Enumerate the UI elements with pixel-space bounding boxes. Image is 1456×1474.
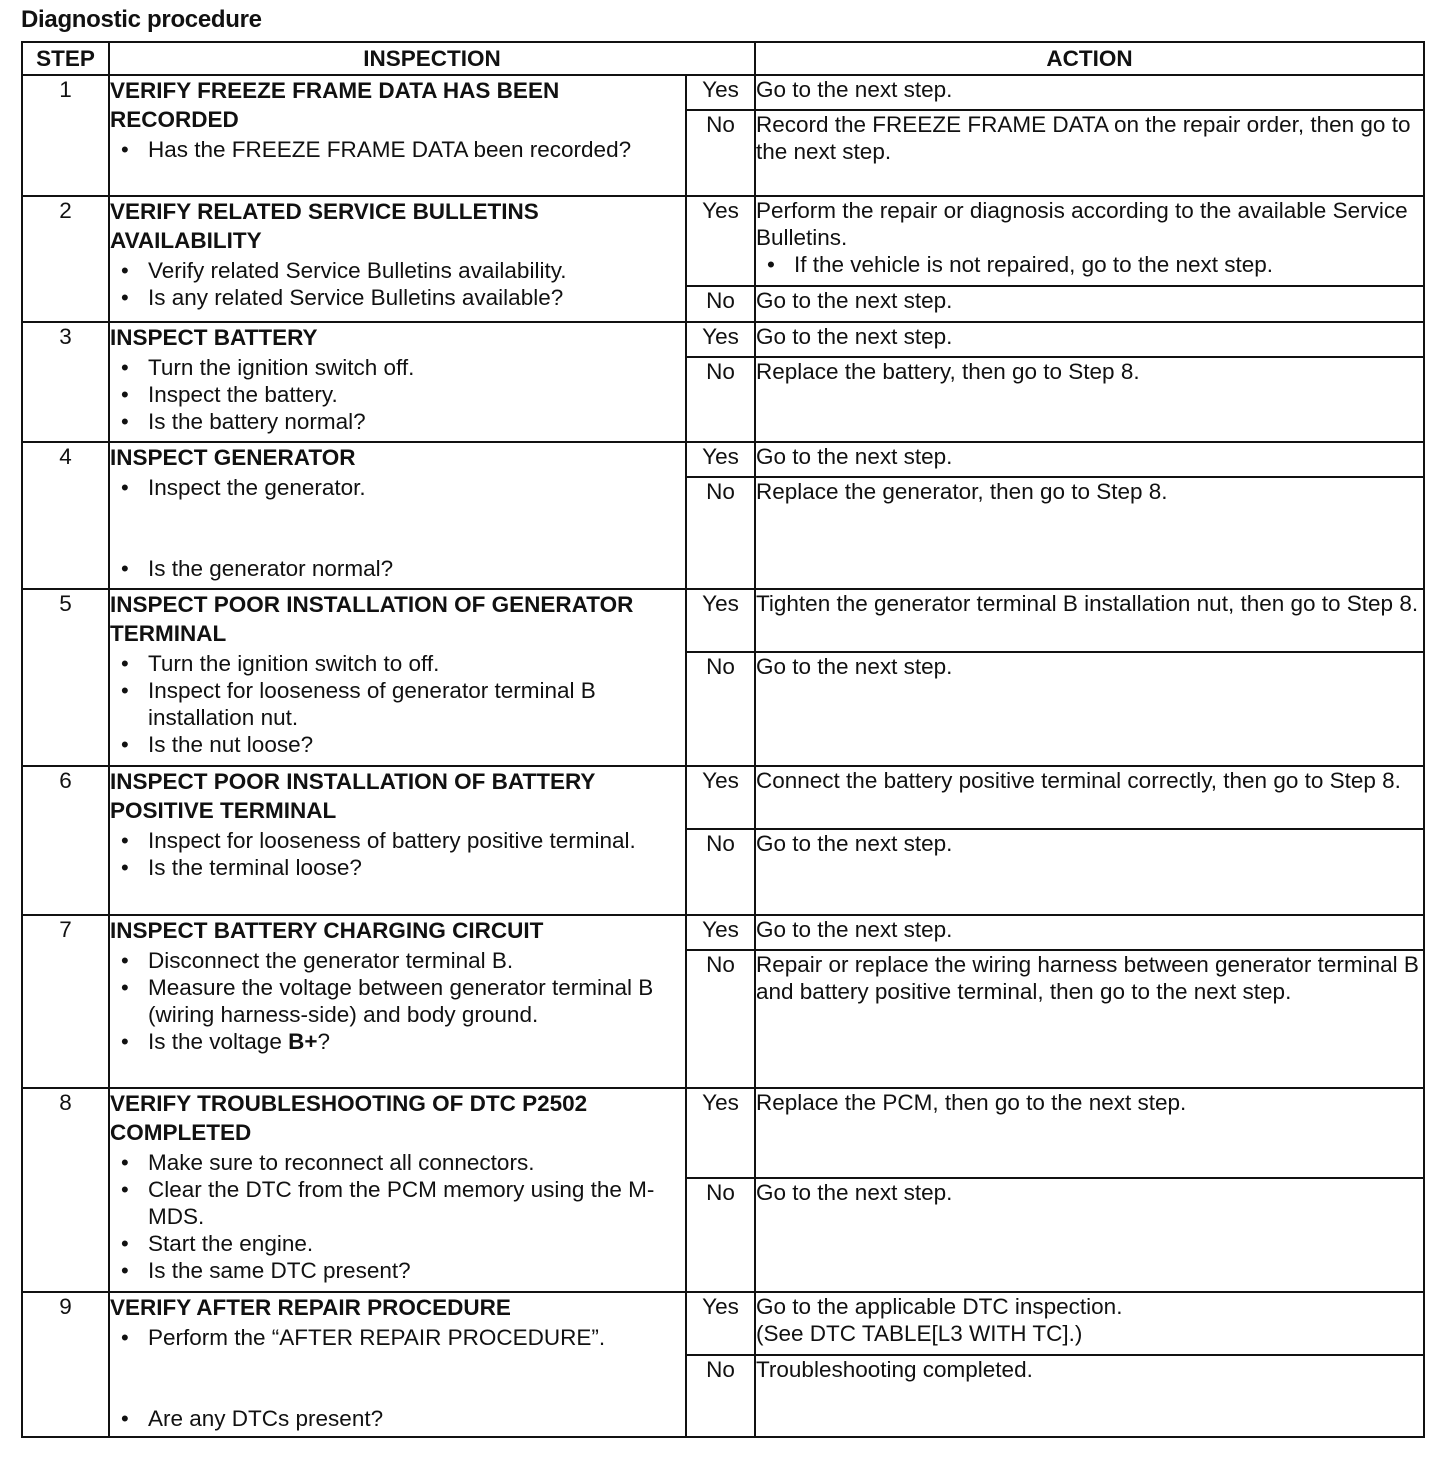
inspection-cell: [109, 766, 686, 915]
yes-label: Yes: [686, 589, 755, 652]
action-yes: Go to the next step.: [755, 915, 1424, 950]
step-number: 9: [22, 1292, 109, 1437]
inspection-bullet: • Perform the “AFTER REPAIR PROCEDURE”.: [110, 1324, 685, 1351]
inspection-cell: [109, 1292, 686, 1437]
inspection-bullet: • Is the same DTC present?: [110, 1257, 685, 1284]
action-yes: Tighten the generator terminal B installation nut, then go to Step 8.: [755, 589, 1424, 652]
column-header-step: STEP: [22, 42, 109, 75]
inspection-bullet: • Inspect for looseness of battery positive terminal.: [110, 827, 685, 854]
action-yes: Go to the next step.: [755, 75, 1424, 110]
inspection-title: INSPECT GENERATOR: [110, 445, 356, 470]
page-title: Diagnostic procedure: [21, 6, 262, 33]
step-number: 8: [22, 1088, 109, 1292]
action-no: Replace the generator, then go to Step 8.: [755, 477, 1424, 589]
no-label: No: [686, 110, 755, 196]
inspection-bullet: • Clear the DTC from the PCM memory using the M-MDS.: [110, 1176, 685, 1230]
inspection-bullet: • Turn the ignition switch to off.: [110, 650, 685, 677]
column-header-inspection: INSPECTION: [109, 42, 755, 75]
inspection-bullet: • Has the FREEZE FRAME DATA been recorded?: [110, 136, 685, 163]
inspection-cell: [109, 1088, 686, 1292]
yes-label: Yes: [686, 322, 755, 357]
step-number: 5: [22, 589, 109, 766]
no-label: No: [686, 950, 755, 1088]
table-row: [22, 322, 1424, 357]
action-no: Replace the battery, then go to Step 8.: [755, 357, 1424, 442]
action-no: Go to the next step.: [755, 652, 1424, 766]
yes-label: Yes: [686, 75, 755, 110]
bullet-text: ?: [317, 1029, 330, 1054]
table-row: [22, 915, 1424, 950]
inspection-bullet: • Turn the ignition switch off.: [110, 354, 685, 381]
voltage-value: B+: [288, 1029, 318, 1054]
no-label: No: [686, 286, 755, 322]
no-label: No: [686, 652, 755, 766]
inspection-title: VERIFY RELATED SERVICE BULLETINS AVAILABILITY: [110, 199, 539, 253]
inspection-title: INSPECT POOR INSTALLATION OF BATTERY POSITIVE TERMINAL: [110, 769, 596, 823]
inspection-bullet: • Are any DTCs present?: [110, 1405, 685, 1432]
yes-label: Yes: [686, 1292, 755, 1355]
inspection-cell: [109, 442, 686, 589]
yes-label: Yes: [686, 1088, 755, 1178]
table-row: [22, 589, 1424, 652]
inspection-bullet: • Disconnect the generator terminal B.: [110, 947, 685, 974]
table-row: [22, 75, 1424, 110]
inspection-title: INSPECT BATTERY: [110, 325, 318, 350]
action-yes: Go to the next step.: [755, 442, 1424, 477]
step-number: 2: [22, 196, 109, 322]
table-row: [22, 1088, 1424, 1178]
inspection-title: VERIFY FREEZE FRAME DATA HAS BEEN RECORDED: [110, 78, 560, 132]
no-label: No: [686, 1178, 755, 1292]
inspection-cell: [109, 915, 686, 1088]
action-no: Repair or replace the wiring harness between generator terminal B and battery positive terminal, then go to the next step.: [755, 950, 1424, 1088]
action-yes-text: Perform the repair or diagnosis according to the available Service Bulletins.: [756, 198, 1408, 250]
inspection-bullet: • Is the generator normal?: [110, 555, 685, 582]
inspection-bullet: • Measure the voltage between generator terminal B (wiring harness-side) and body ground.: [110, 974, 685, 1028]
table-row: [22, 766, 1424, 829]
inspection-bullet: • Is any related Service Bulletins available?: [110, 284, 685, 311]
column-header-action: ACTION: [755, 42, 1424, 75]
action-no: Troubleshooting completed.: [755, 1355, 1424, 1437]
action-yes: [755, 1292, 1424, 1355]
yes-label: Yes: [686, 766, 755, 829]
inspection-cell: [109, 75, 686, 196]
dtc-table-reference: (See DTC TABLE[L3 WITH TC].): [756, 1321, 1083, 1346]
inspection-title: INSPECT POOR INSTALLATION OF GENERATOR TERMINAL: [110, 592, 634, 646]
inspection-bullet: • Is the battery normal?: [110, 408, 685, 435]
no-label: No: [686, 357, 755, 442]
step-number: 3: [22, 322, 109, 442]
action-no: Go to the next step.: [755, 286, 1424, 322]
inspection-bullet: • Is the terminal loose?: [110, 854, 685, 881]
inspection-bullet: • Verify related Service Bulletins availability.: [110, 257, 685, 284]
inspection-bullet: • Inspect for looseness of generator terminal B installation nut.: [110, 677, 685, 731]
inspection-bullet: • Is the nut loose?: [110, 731, 685, 758]
yes-label: Yes: [686, 196, 755, 286]
inspection-bullet: • Inspect the generator.: [110, 474, 685, 501]
action-yes: Go to the next step.: [755, 322, 1424, 357]
action-no: Record the FREEZE FRAME DATA on the repair order, then go to the next step.: [755, 110, 1424, 196]
inspection-cell: [109, 322, 686, 442]
inspection-bullet: • Make sure to reconnect all connectors.: [110, 1149, 685, 1176]
inspection-bullet: • Inspect the battery.: [110, 381, 685, 408]
inspection-cell: [109, 196, 686, 322]
inspection-bullet: [110, 1028, 685, 1055]
table-header-row: [22, 42, 1424, 75]
no-label: No: [686, 477, 755, 589]
no-label: No: [686, 829, 755, 915]
table-row: [22, 442, 1424, 477]
yes-label: Yes: [686, 915, 755, 950]
inspection-title: VERIFY AFTER REPAIR PROCEDURE: [110, 1295, 511, 1320]
action-no: Go to the next step.: [755, 829, 1424, 915]
step-number: 6: [22, 766, 109, 915]
table-row: [22, 196, 1424, 286]
action-no: Go to the next step.: [755, 1178, 1424, 1292]
bullet-text: Is the voltage: [148, 1029, 289, 1054]
inspection-cell: [109, 589, 686, 766]
action-yes: Replace the PCM, then go to the next step.: [755, 1088, 1424, 1178]
diagnostic-procedure-table: [21, 41, 1425, 1438]
no-label: No: [686, 1355, 755, 1437]
action-bullet: • If the vehicle is not repaired, go to the next step.: [756, 251, 1423, 278]
action-yes: Connect the battery positive terminal correctly, then go to Step 8.: [755, 766, 1424, 829]
inspection-bullet: • Start the engine.: [110, 1230, 685, 1257]
action-yes-text: Go to the applicable DTC inspection.: [756, 1294, 1123, 1319]
action-yes: [755, 196, 1424, 286]
step-number: 4: [22, 442, 109, 589]
table-row: [22, 1292, 1424, 1355]
step-number: 1: [22, 75, 109, 196]
step-number: 7: [22, 915, 109, 1088]
yes-label: Yes: [686, 442, 755, 477]
inspection-title: VERIFY TROUBLESHOOTING OF DTC P2502 COMPLETED: [110, 1091, 588, 1145]
inspection-title: INSPECT BATTERY CHARGING CIRCUIT: [110, 918, 544, 943]
